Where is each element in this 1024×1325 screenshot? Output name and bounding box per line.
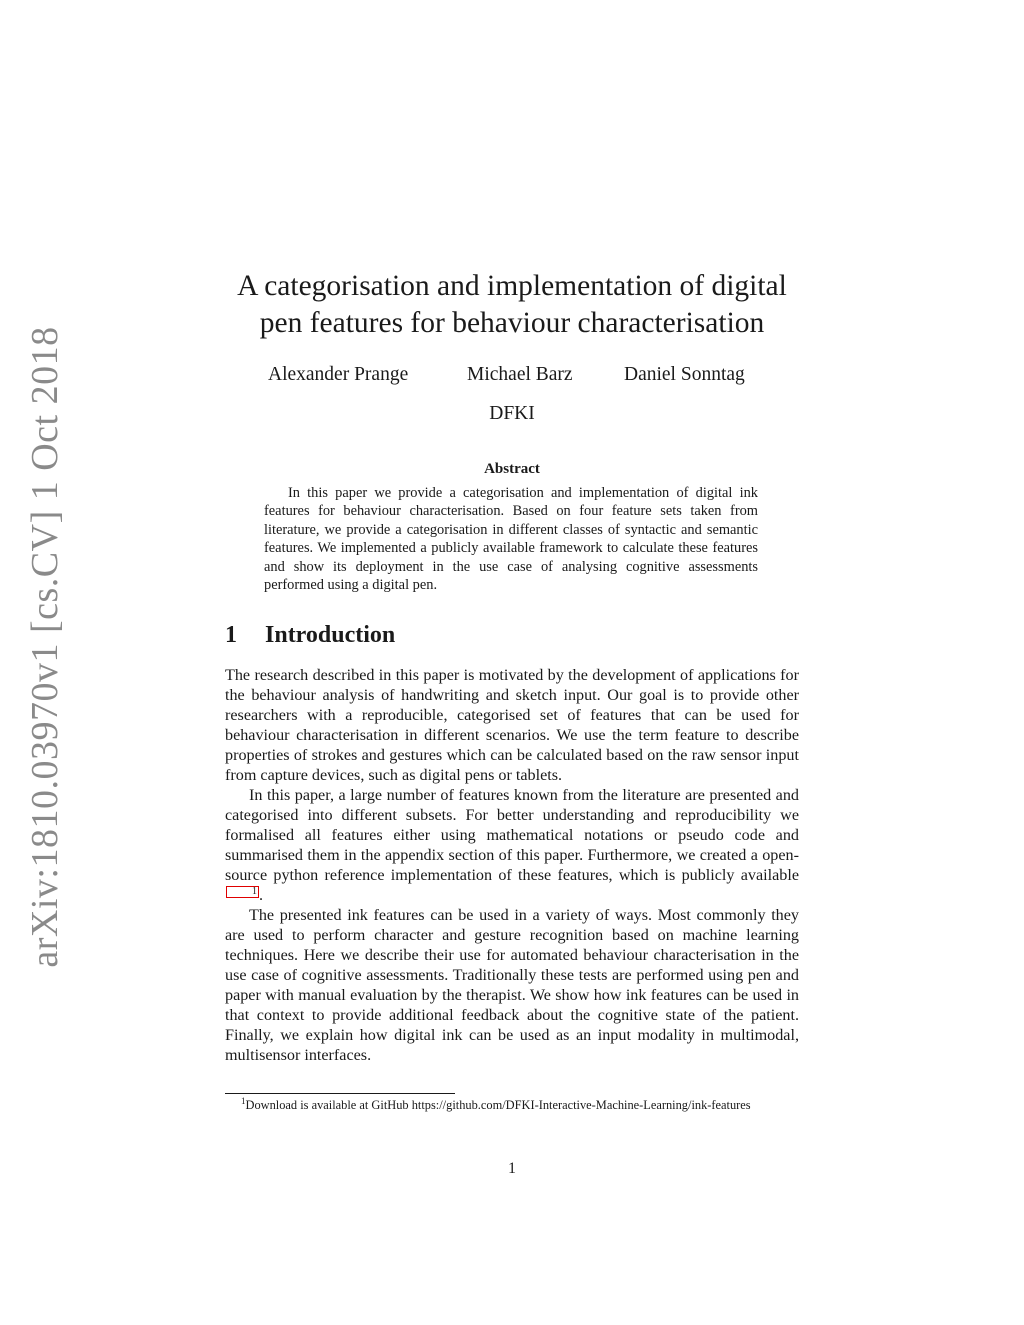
footnote (225, 1097, 799, 1113)
paragraph: The presented ink features can be used in a variety of ways. Most commonly they are used to perform character and gesture recognition based on machine learning techniques. Here we describe their use for automated behaviour characterisation in the use case of cognitive assessments. Traditionally these tests are performed using pen and paper with manual evaluation by the therapist. We show how ink features can be used in that context to provide additional feedback about the cognitive state of the patient. Finally, we explain how digital ink can be used as an input modality in multimodal, multisensor interfaces. (225, 907, 799, 1064)
abstract-heading: Abstract (484, 461, 540, 477)
paragraph-end: . (259, 887, 264, 904)
section-title: Introduction (265, 622, 396, 648)
section-number: 1 (225, 622, 237, 648)
paragraph: The research described in this paper is motivated by the development of applications for the behaviour analysis of handwriting and sketch input. Our goal is to provide other researchers with a reproducible, categorised set of features that can be used for behaviour characterisation in different scenarios. We use the term feature to describe properties of strokes and gestures which can be calculated based on the raw sensor input from capture devices, such as digital pens or tablets. (225, 667, 799, 784)
title-line-2: pen features for behaviour characterisation (259, 307, 765, 339)
author-name: Michael Barz (467, 364, 573, 385)
paragraph-text: In this paper, a large number of features known from the literature are presented and categorised into different subsets. For better understanding and reproducibility we formalised all features either using mathematical notations or pseudo code and summarised them in the appendix section of this paper. Furthermore, we created a open-source python reference implementation of these features, which is publicly available (225, 787, 799, 884)
author-list (0, 364, 1024, 388)
footnote-mark: 1 (241, 1096, 246, 1106)
title-line-1: A categorisation and implementation of digital (237, 270, 787, 302)
paper-title (200, 268, 824, 342)
section-body (225, 666, 799, 1066)
footnote-text: Download is available at GitHub https://github.com/DFKI-Interactive-Machine-Learning/ink-features (245, 1098, 751, 1112)
section-heading (225, 622, 395, 649)
page-number: 1 (508, 1160, 516, 1177)
author-name: Daniel Sonntag (624, 364, 745, 385)
arxiv-side-stamp: arXiv:1810.03970v1 [cs.CV] 1 Oct 2018 (24, 326, 66, 968)
paragraph (225, 786, 799, 906)
abstract-text: In this paper we provide a categorisation and implementation of digital ink features for behaviour characterisation. Based on four feature sets taken from literature, we provide a categorisation in different classes of syntactic and semantic features. We implemented a publicly available framework to calculate these features and show its deployment in the use case of analysing cognitive assessments performed using a digital pen. (264, 485, 758, 594)
footnote-link[interactable]: 1 (226, 886, 259, 898)
author-name: Alexander Prange (268, 364, 409, 385)
footnote-rule (225, 1093, 455, 1094)
affiliation: DFKI (489, 403, 535, 424)
